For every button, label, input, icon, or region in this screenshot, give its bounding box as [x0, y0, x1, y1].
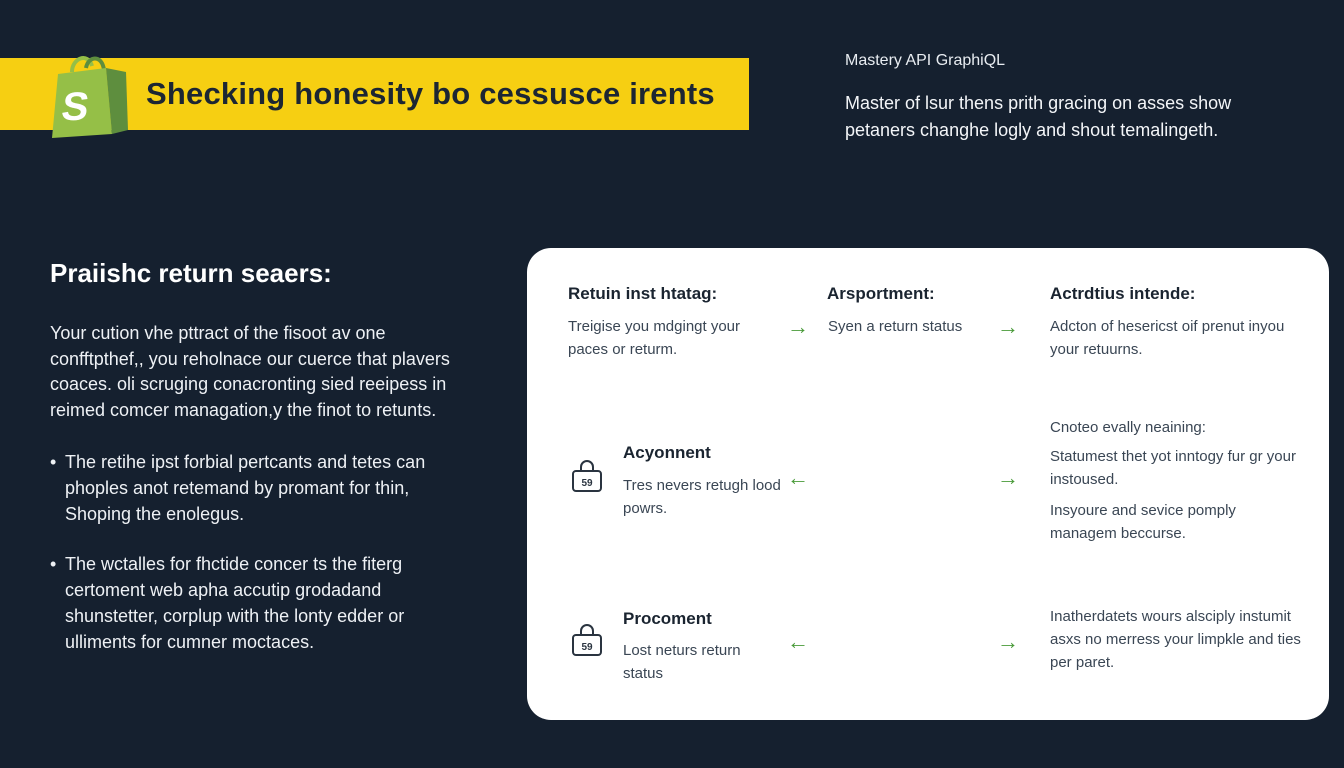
step-text: Adcton of hesericst oif prenut inyou your retuurns.: [1050, 318, 1285, 358]
icon-label: 59: [581, 642, 593, 653]
arrow-right-icon: →: [997, 629, 1019, 654]
step-text: Inatherdatets wours alsciply instumit asxs no merress your limpkle and ties per paret.: [1050, 608, 1301, 671]
step-text: Statumest thet yot inntogy fur gr your instoused.: [1050, 448, 1296, 488]
svg-text:S: S: [58, 84, 92, 129]
intro-panel: [845, 52, 1305, 144]
bullet-item: • The wctalles for fhctide concer ts the fiterg certoment web apha accutip grodadand shunstetter, corplup with the lonty edder or ulliments for cumner moctaces.: [50, 551, 460, 655]
intro-subtitle: Mastery API GraphiQL: [845, 52, 1006, 69]
step-text: Treigise you mdgingt your paces or returm.: [568, 318, 741, 358]
icon-label: 59: [581, 478, 593, 489]
step-title: Acyonnent: [623, 443, 711, 462]
bullet-item: • The retihe ipst forbial pertcants and tetes can phoples anot retemand by promant for thin, Shoping the enolegus.: [50, 449, 460, 527]
shopping-bag-logo-icon: [48, 50, 128, 138]
step-text: Cnoteo evally neaining:: [1050, 419, 1206, 436]
step-text: Lost neturs return status: [623, 642, 741, 682]
step-title: Arsportment:: [827, 284, 935, 303]
arrow-right-icon: →: [787, 314, 809, 339]
returns-flow-card: [527, 248, 1329, 720]
step-title: Actrdtius intende:: [1050, 284, 1196, 303]
step-text: Syen a return status: [828, 318, 963, 335]
step-title: Retuin inst htatag:: [568, 284, 718, 303]
step-text: Insyoure and sevice pomply managem beccurse.: [1050, 502, 1236, 542]
step-title: Procoment: [623, 609, 712, 628]
section-heading: Praiishc return seaers:: [50, 258, 332, 288]
arrow-left-icon: ←: [787, 465, 809, 490]
bullet-list: [50, 449, 460, 655]
arrow-right-icon: →: [997, 314, 1019, 339]
shopping-bag-icon: [569, 623, 605, 659]
shopping-bag-icon: [569, 459, 605, 495]
arrow-left-icon: ←: [787, 629, 809, 654]
intro-description: Master of lsur thens prith gracing on asses show petaners changhe logly and shout temalingeth.: [845, 93, 1232, 140]
left-section: [50, 258, 460, 679]
banner-title: Shecking honesity bo cessusce irents: [146, 76, 715, 111]
section-paragraph: Your cution vhe pttract of the fisoot av one confftpthef,, you reholnace our cuerce that plavers coaces. oli scruging conacronting sied reeipess in reimed comcer managation,y the finot to retunts.: [50, 323, 450, 420]
arrow-right-icon: →: [997, 465, 1019, 490]
step-text: Tres nevers retugh lood powrs.: [623, 477, 781, 517]
